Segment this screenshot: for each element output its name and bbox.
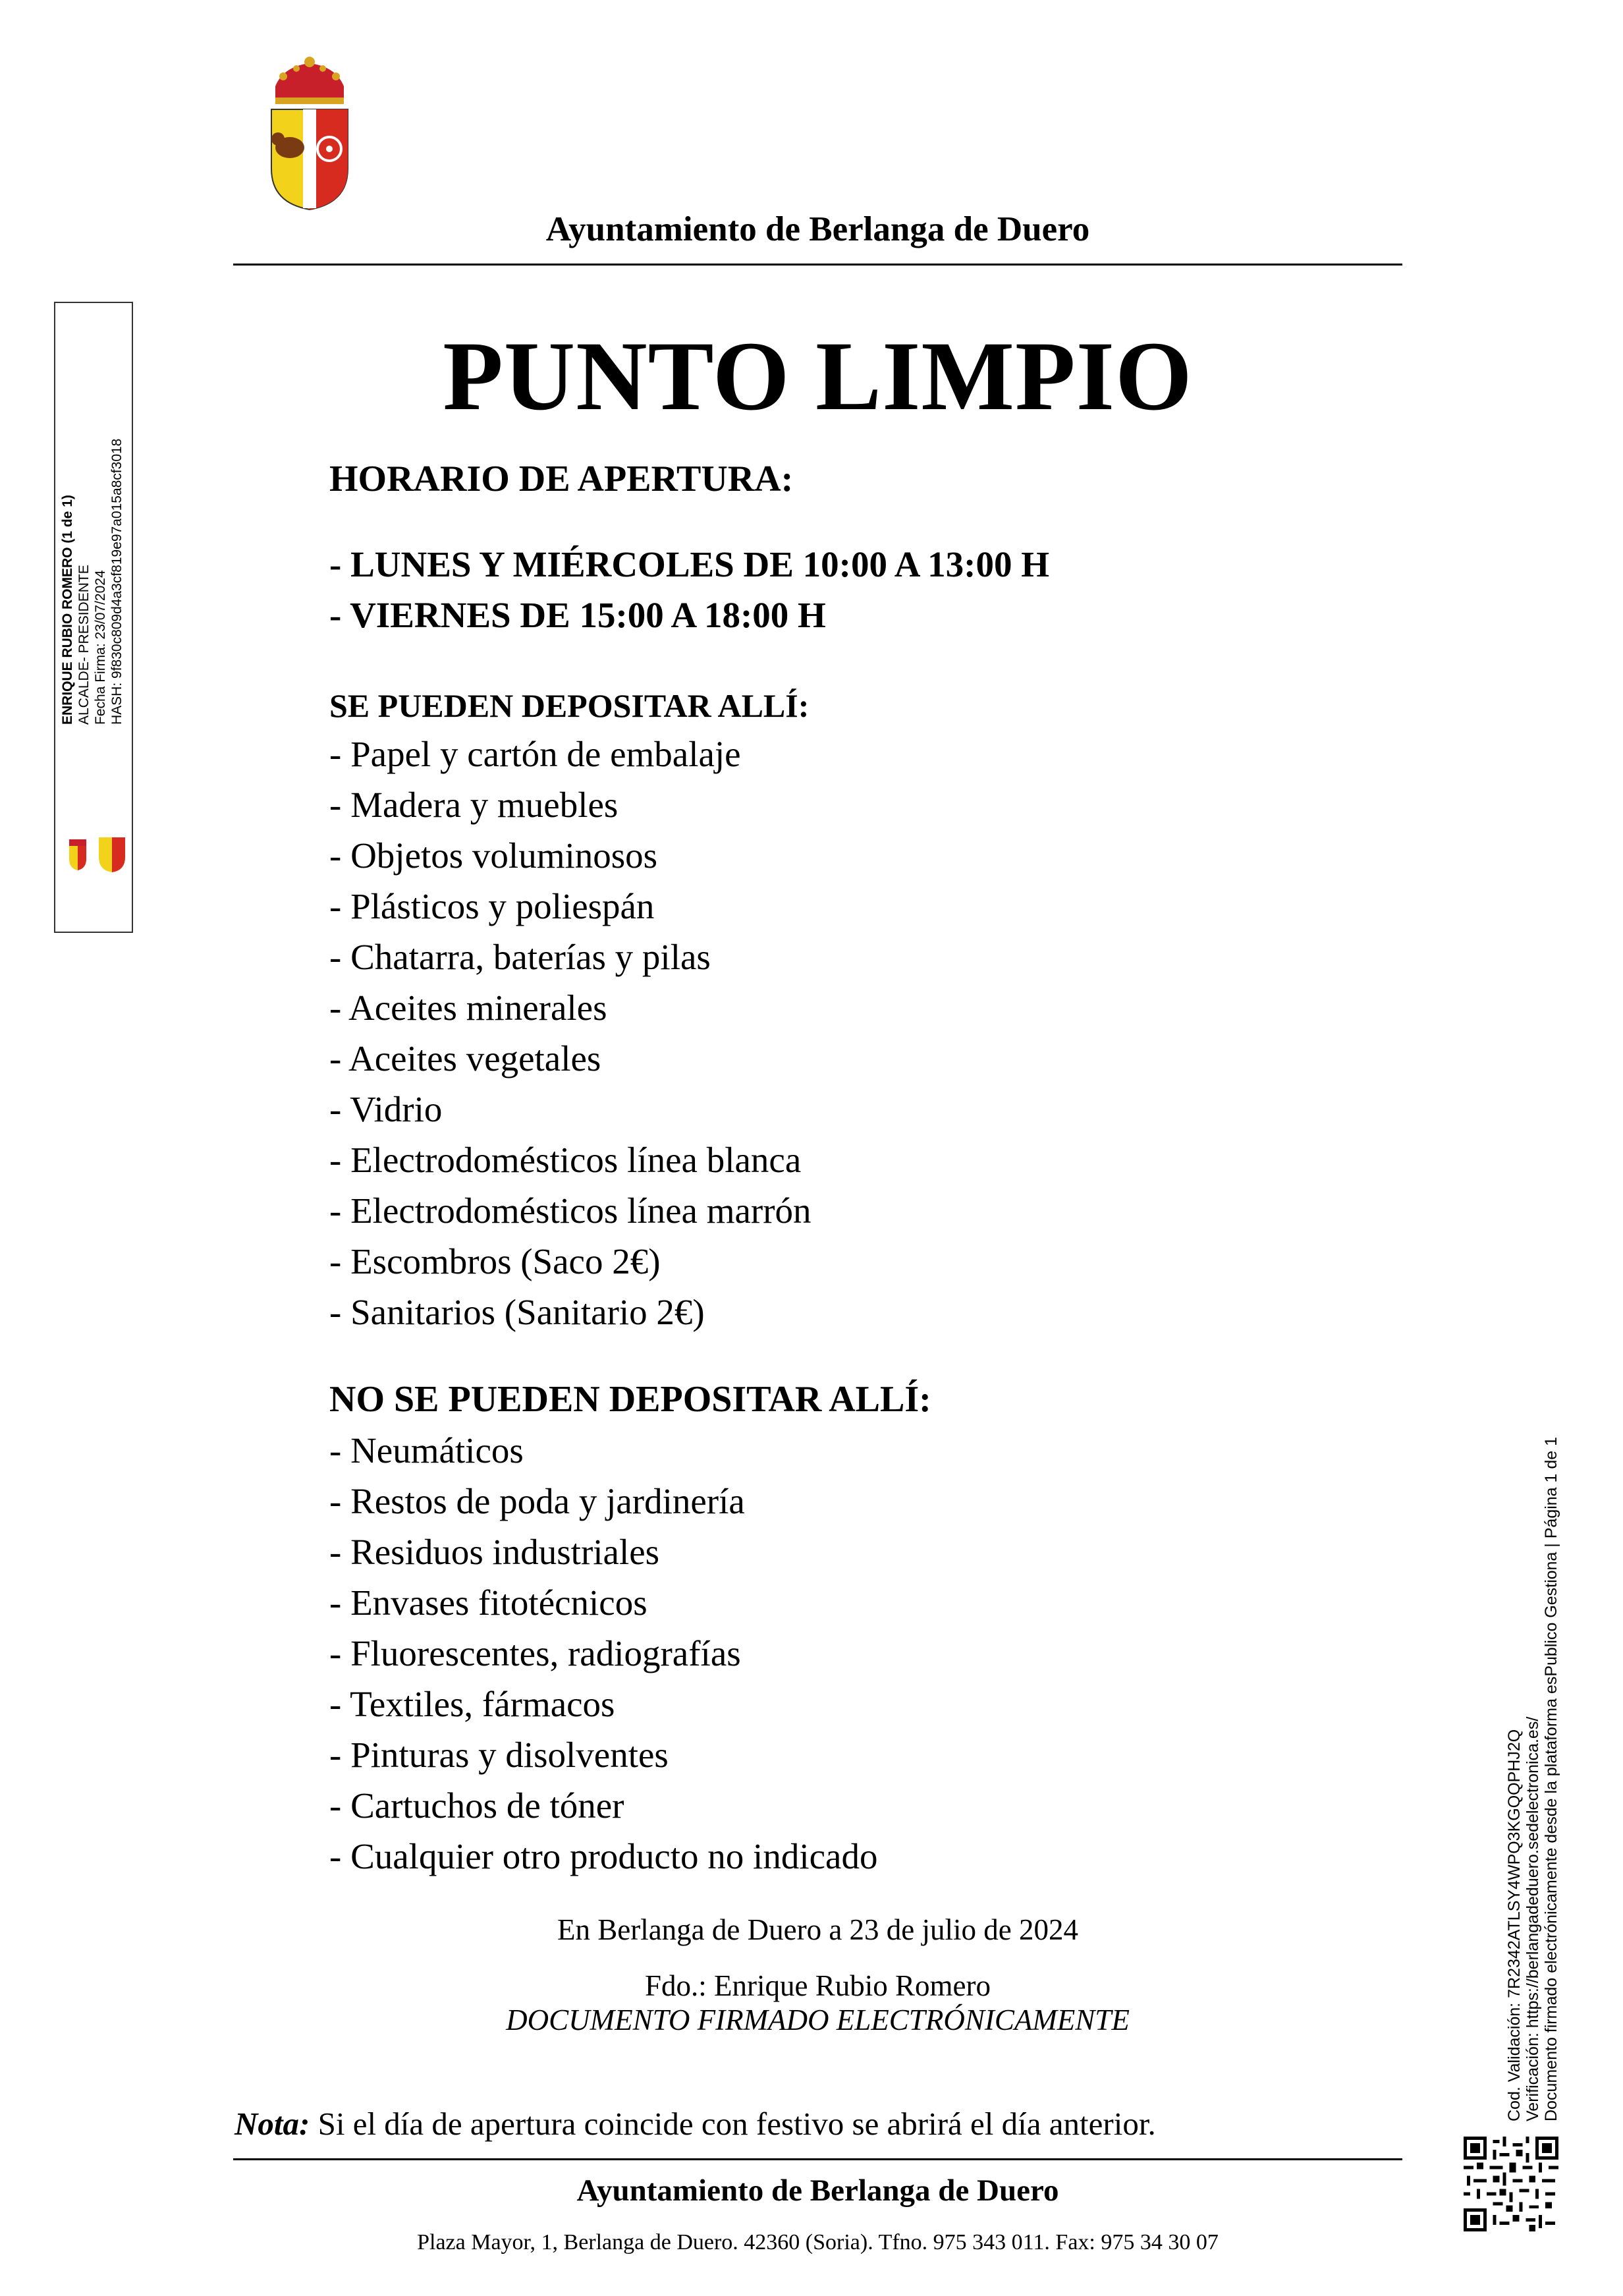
list-item: - Chatarra, baterías y pilas bbox=[329, 937, 711, 977]
signer-role: ALCALDE- PRESIDENTE bbox=[76, 565, 92, 725]
note bbox=[234, 2105, 1156, 2142]
list-item: - Pinturas y disolventes bbox=[329, 1735, 669, 1775]
list-item: - Textiles, fármacos bbox=[329, 1684, 615, 1724]
signature-hash: HASH: 9f830c809d4a3cf819e97a015a8cf3018 bbox=[109, 438, 124, 725]
document-title: PUNTO LIMPIO bbox=[443, 322, 1193, 431]
list-item: - Restos de poda y jardinería bbox=[329, 1481, 745, 1521]
hours-list bbox=[329, 539, 1317, 640]
list-item: - Cartuchos de tóner bbox=[329, 1785, 624, 1826]
list-item: - Neumáticos bbox=[329, 1430, 524, 1470]
list-item: - Cualquier otro producto no indicado bbox=[329, 1836, 878, 1876]
not-allowed-list bbox=[329, 1425, 1317, 1882]
allowed-heading: SE PUEDEN DEPOSITAR ALLÍ: bbox=[329, 687, 810, 724]
list-item: - Plásticos y poliespán bbox=[329, 886, 655, 926]
list-item: - Aceites vegetales bbox=[329, 1038, 601, 1078]
hours-line: - VIERNES DE 15:00 A 18:00 H bbox=[329, 595, 826, 635]
list-item: - Escombros (Saco 2€) bbox=[329, 1241, 661, 1281]
list-item: - Electrodomésticos línea marrón bbox=[329, 1190, 812, 1231]
signer-name: ENRIQUE RUBIO ROMERO (1 de 1) bbox=[60, 495, 75, 725]
verification-url[interactable]: Verificación: https://berlangadeduero.sedelectronica.es/ bbox=[1524, 1716, 1542, 2121]
not-allowed-heading: NO SE PUEDEN DEPOSITAR ALLÍ: bbox=[329, 1379, 931, 1420]
header-divider bbox=[233, 264, 1402, 266]
footer-divider bbox=[233, 2158, 1402, 2160]
hours-line: - LUNES Y MIÉRCOLES DE 10:00 A 13:00 H bbox=[329, 544, 1049, 584]
list-item: - Madera y muebles bbox=[329, 785, 619, 825]
list-item: - Vidrio bbox=[329, 1089, 443, 1129]
validation-code: Cod. Validación: 7R2342ATLSY4WPQ3KGQQPHJ2Q bbox=[1505, 1729, 1524, 2121]
list-item: - Fluorescentes, radiografías bbox=[329, 1633, 741, 1673]
hours-heading: HORARIO DE APERTURA: bbox=[329, 459, 794, 499]
list-item: - Aceites minerales bbox=[329, 988, 607, 1028]
list-item: - Objetos voluminosos bbox=[329, 835, 658, 876]
list-item: - Electrodomésticos línea blanca bbox=[329, 1140, 802, 1180]
signature-date: Fecha Firma: 23/07/2024 bbox=[93, 570, 108, 725]
header-title: Ayuntamiento de Berlanga de Duero bbox=[545, 210, 1090, 248]
list-item: - Envases fitotécnicos bbox=[329, 1582, 647, 1623]
list-item: - Sanitarios (Sanitario 2€) bbox=[329, 1292, 705, 1332]
note-text: Si el día de apertura coincide con festivo se abrirá el día anterior. bbox=[310, 2106, 1156, 2142]
list-item: - Papel y cartón de embalaje bbox=[329, 734, 741, 774]
coat-of-arms-logo bbox=[237, 57, 382, 215]
verification-text bbox=[1505, 1423, 1560, 2121]
footer-address: Plaza Mayor, 1, Berlanga de Duero. 42360 (Soria). Tfno. 975 343 011. Fax: 975 34 30 07 bbox=[417, 2230, 1219, 2254]
stamp-crest-logo bbox=[63, 827, 135, 874]
platform-note: Documento firmado electrónicamente desde la plataforma esPublico Gestiona | Página 1 de 1 bbox=[1542, 1436, 1560, 2121]
list-item: - Residuos industriales bbox=[329, 1532, 660, 1572]
crown-icon bbox=[275, 57, 344, 104]
footer-title: Ayuntamiento de Berlanga de Duero bbox=[576, 2173, 1059, 2208]
allowed-list bbox=[329, 729, 1317, 1337]
signed-note: DOCUMENTO FIRMADO ELECTRÓNICAMENTE bbox=[506, 2003, 1130, 2036]
qr-code-icon[interactable] bbox=[1464, 2137, 1558, 2231]
signature-stamp-text bbox=[59, 329, 125, 725]
place-date: En Berlanga de Duero a 23 de julio de 2024 bbox=[557, 1913, 1078, 1946]
note-label: Nota: bbox=[234, 2106, 310, 2142]
signed-by: Fdo.: Enrique Rubio Romero bbox=[645, 1969, 991, 2002]
